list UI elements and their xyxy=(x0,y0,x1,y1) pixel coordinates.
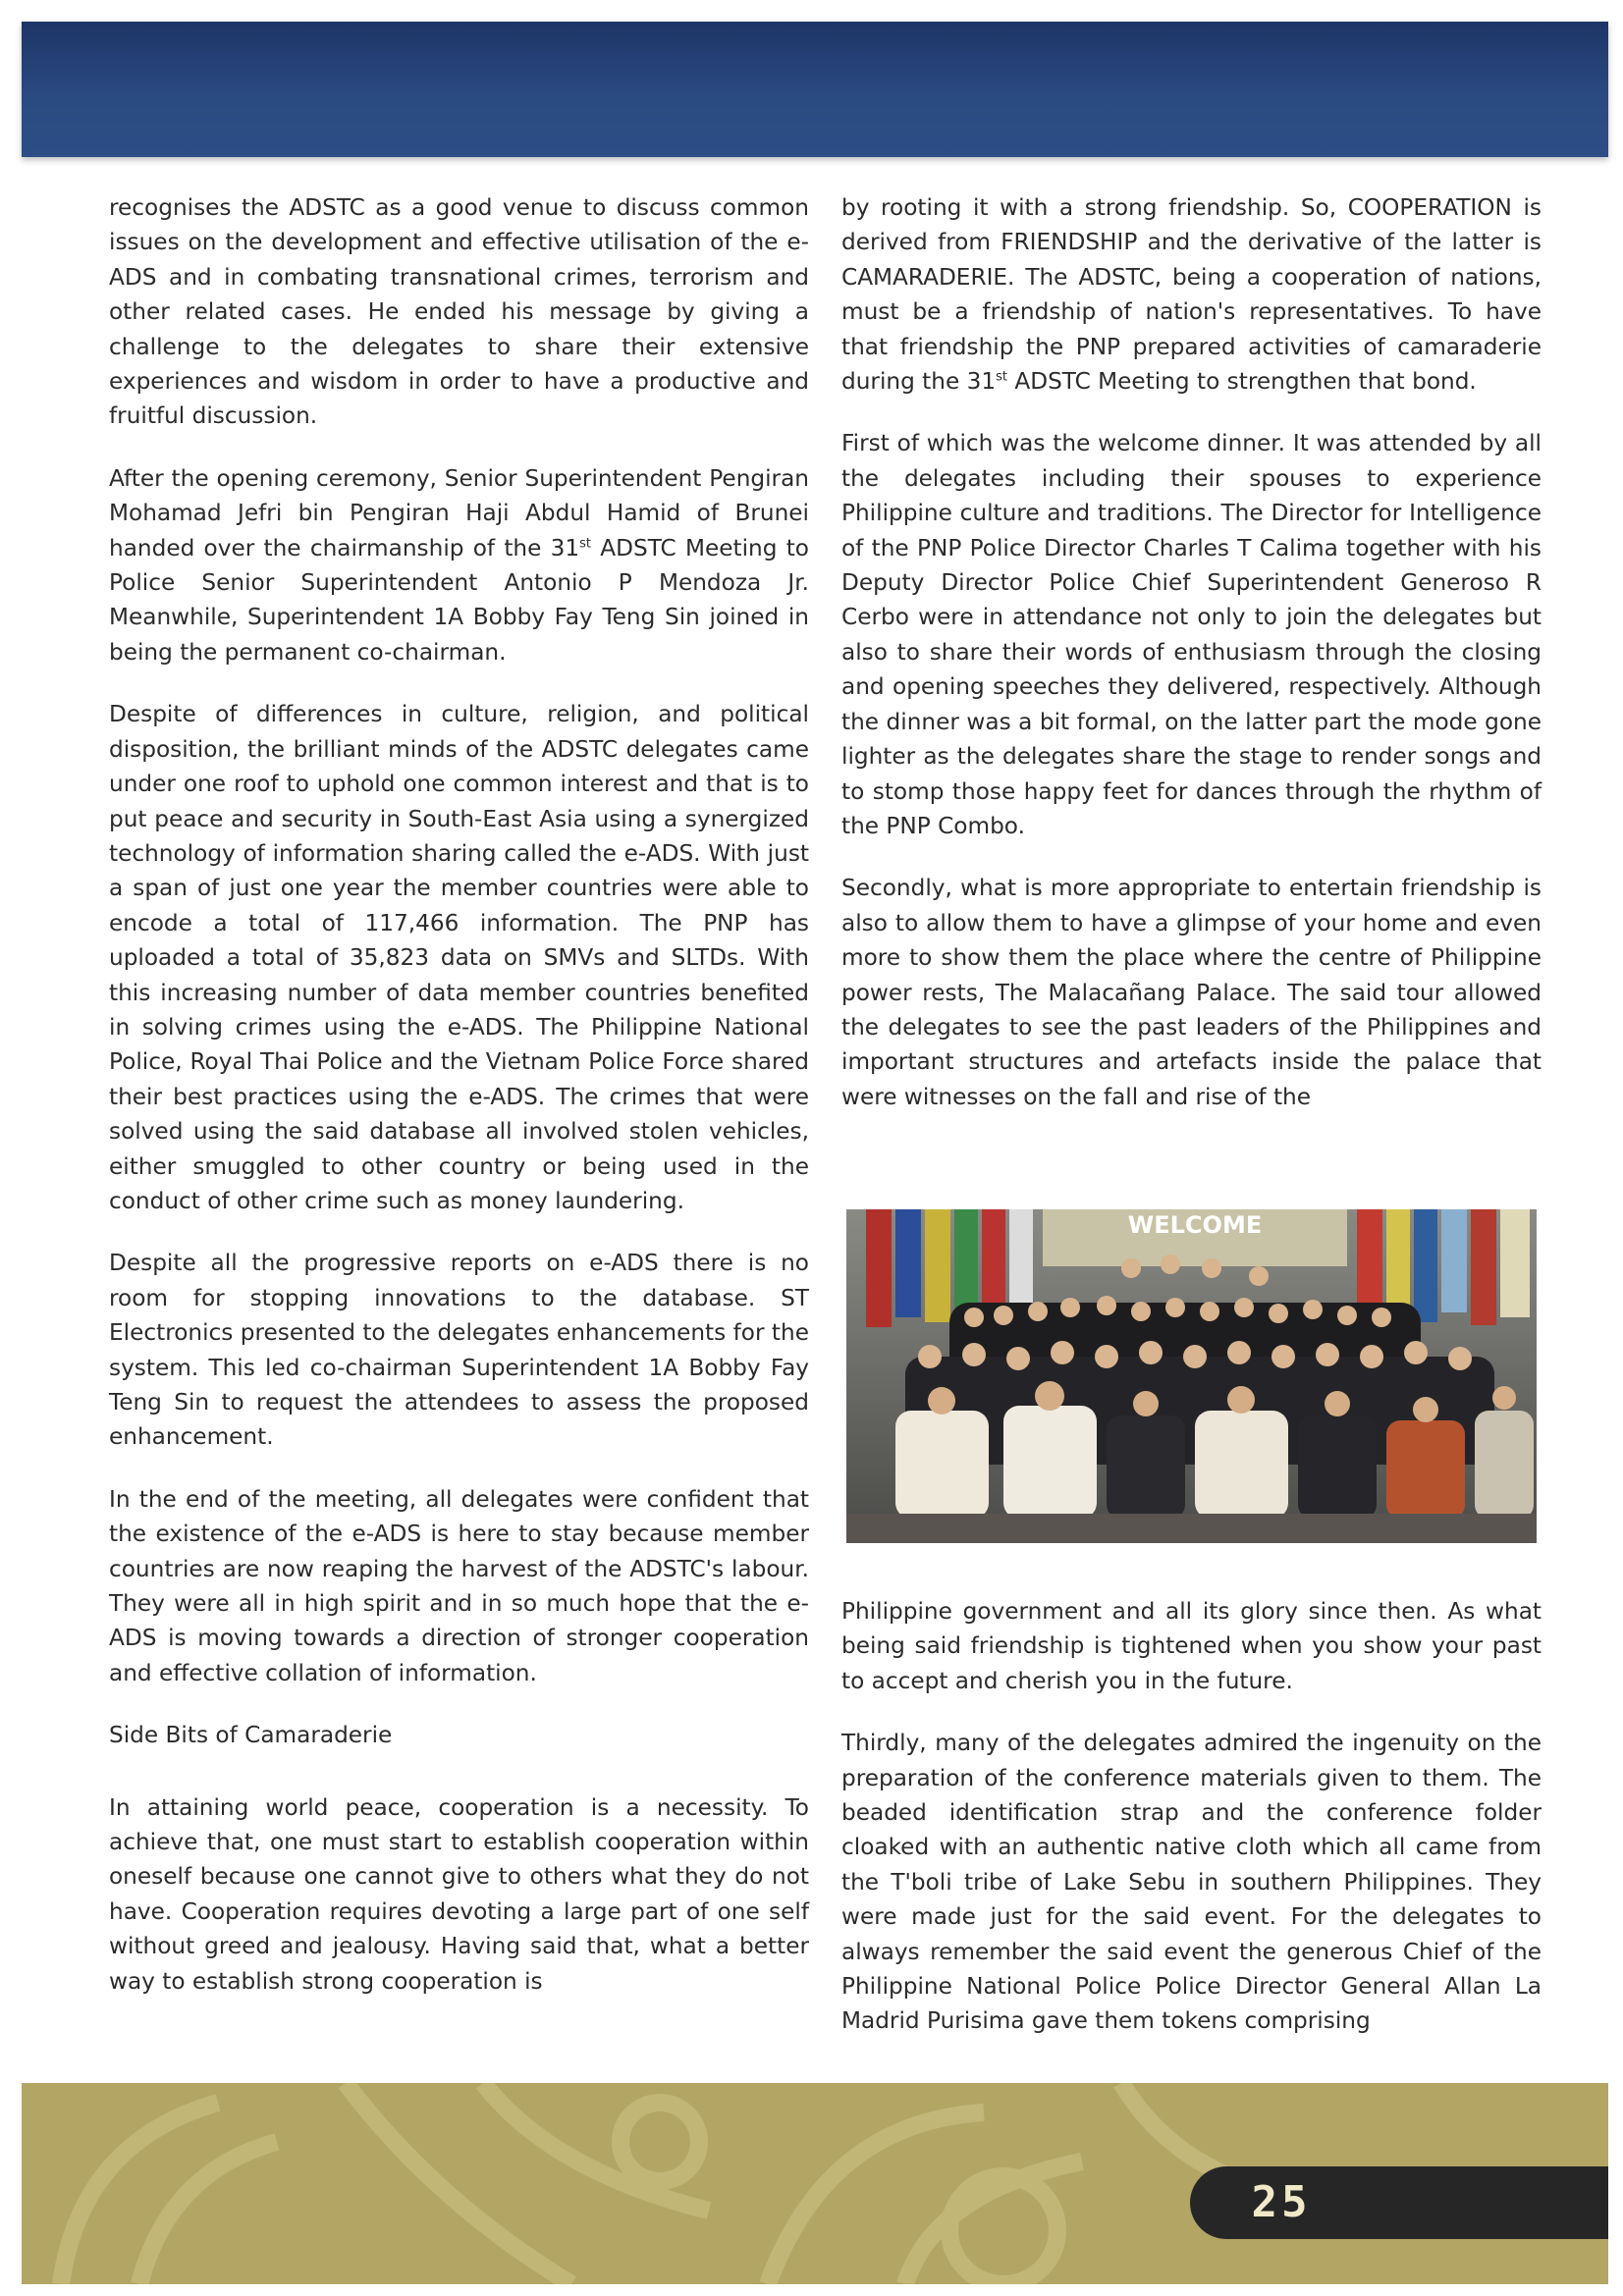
paragraph: First of which was the welcome dinner. It was attended by all the delegates including their spouses to experience Philippine culture and traditions. The Director for Intelligence of the PNP Police Director Charles T Calima together with his Deputy Director Police Chief Superintendent Generoso R Cerbo were in attendance not only to join the delegates but also to share their words of enthusiasm through the closing and opening speeches they delivered, respectively. Although the dinner was a bit formal, on the latter part the mode gone lighter as the delegates share the stage to render songs and to stomp those happy feet for dances through the rhythm of the PNP Combo. xyxy=(841,430,1542,839)
superscript: st xyxy=(996,369,1007,385)
text-run: After the opening ceremony, Senior Superintendent Pengiran Mohamad Jefri bin Pengiran Haji Abdul Hamid of Brunei handed over the chairmanship of the 31 xyxy=(109,464,809,561)
section-subheading: Side Bits of Camaraderie xyxy=(109,1722,393,1749)
text-run: ADSTC Meeting to Police Senior Superintendent Antonio P Mendoza Jr. Meanwhile, Superintendent 1A Bobby Fay Teng Sin joined in being the permanent co-chairman. xyxy=(109,534,809,666)
right-column-lower xyxy=(841,1594,1542,2066)
paragraph: Philippine government and all its glory since then. As what being said friendship is tightened when you show your past to accept and cherish you in the future. xyxy=(841,1598,1542,1694)
paragraph xyxy=(841,190,1542,399)
paragraph: In attaining world peace, cooperation is a necessity. To achieve that, one must start to establish cooperation within oneself because one cannot give to others what they do not have. Cooperation requires devoting a large part of one self without greed and jealousy. Having said that, what a better way to establish strong cooperation is xyxy=(109,1793,809,1995)
left-column xyxy=(109,190,809,2026)
right-column-upper xyxy=(841,190,1542,1142)
group-photo-illustration xyxy=(846,1209,1537,1543)
paragraph: Thirdly, many of the delegates admired the ingenuity on the preparation of the conference materials given to them. The beaded identification strap and the conference folder cloaked with an authentic native cloth which all came from the T'boli tribe of Lake Sebu in southern Philippines. They were made just for the said event. For the delegates to always remember the said event the generous Chief of the Philippine National Police Police Director General Allan La Madrid Purisima gave them tokens comprising xyxy=(841,1730,1542,2035)
paragraph: Despite of differences in culture, religion, and political disposition, the brilliant minds of the ADSTC delegates came under one roof to uphold one common interest and that is to put peace and security in South-East Asia using a synergized technology of information sharing called the e-ADS. With just a span of just one year the member countries were able to encode a total of 117,466 information. The PNP has uploaded a total of 35,823 data on SMVs and SLTDs. With this increasing number of data member countries benefited in solving crimes using the e-ADS. The Philippine National Police, Royal Thai Police and the Vietnam Police Force shared their best practices using the e-ADS. The crimes that were solved using the said database all involved stolen vehicles, either smuggled to other country or being used in the conduct of other crime such as money laundering. xyxy=(109,701,809,1214)
paragraph xyxy=(109,461,809,669)
header-band xyxy=(22,22,1608,157)
text-run: ADSTC Meeting to strengthen that bond. xyxy=(1006,368,1477,396)
paragraph: In the end of the meeting, all delegates were confident that the existence of the e-ADS is here to stay because member countries are now reaping the harvest of the ADSTC's labour. They were all in high spirit and in so much hope that the e-ADS is moving towards a direction of stronger cooperation and effective collation of information. xyxy=(109,1485,809,1686)
paragraph: Secondly, what is more appropriate to entertain friendship is also to allow them to have a glimpse of your home and even more to show them the place where the centre of Philippine power rests, The Malacañang Palace. The said tour allowed the delegates to see the past leaders of the Philippines and important structures and artefacts inside the palace that were witnesses on the fall and rise of the xyxy=(841,875,1542,1110)
text-run: by rooting it with a strong friendship. So, COOPERATION is derived from FRIENDSHIP and the derivative of the latter is CAMARADERIE. The ADSTC, being a cooperation of nations, must be a friendship of nation's representatives. To have that friendship the PNP prepared activities of camaraderie during the 31 xyxy=(841,194,1542,396)
paragraph: Despite all the progressive reports on e-ADS there is no room for stopping innovations to the database. ST Electronics presented to the delegates enhancements for the system. This led co-chairman Superintendent 1A Bobby Fay Teng Sin to request the attendees to assess the proposed enhancement. xyxy=(109,1250,809,1451)
paragraph: recognises the ADSTC as a good venue to discuss common issues on the development and effective utilisation of the e-ADS and in combating transnational crimes, terrorism and other related cases. He ended his message by giving a challenge to the delegates to share their extensive experiences and wisdom in order to have a productive and fruitful discussion. xyxy=(109,194,809,430)
page-number: 25 xyxy=(1251,2177,1312,2227)
superscript: st xyxy=(579,535,592,551)
group-photo xyxy=(846,1209,1537,1543)
welcome-banner-text: WELCOME xyxy=(1127,1211,1263,1239)
